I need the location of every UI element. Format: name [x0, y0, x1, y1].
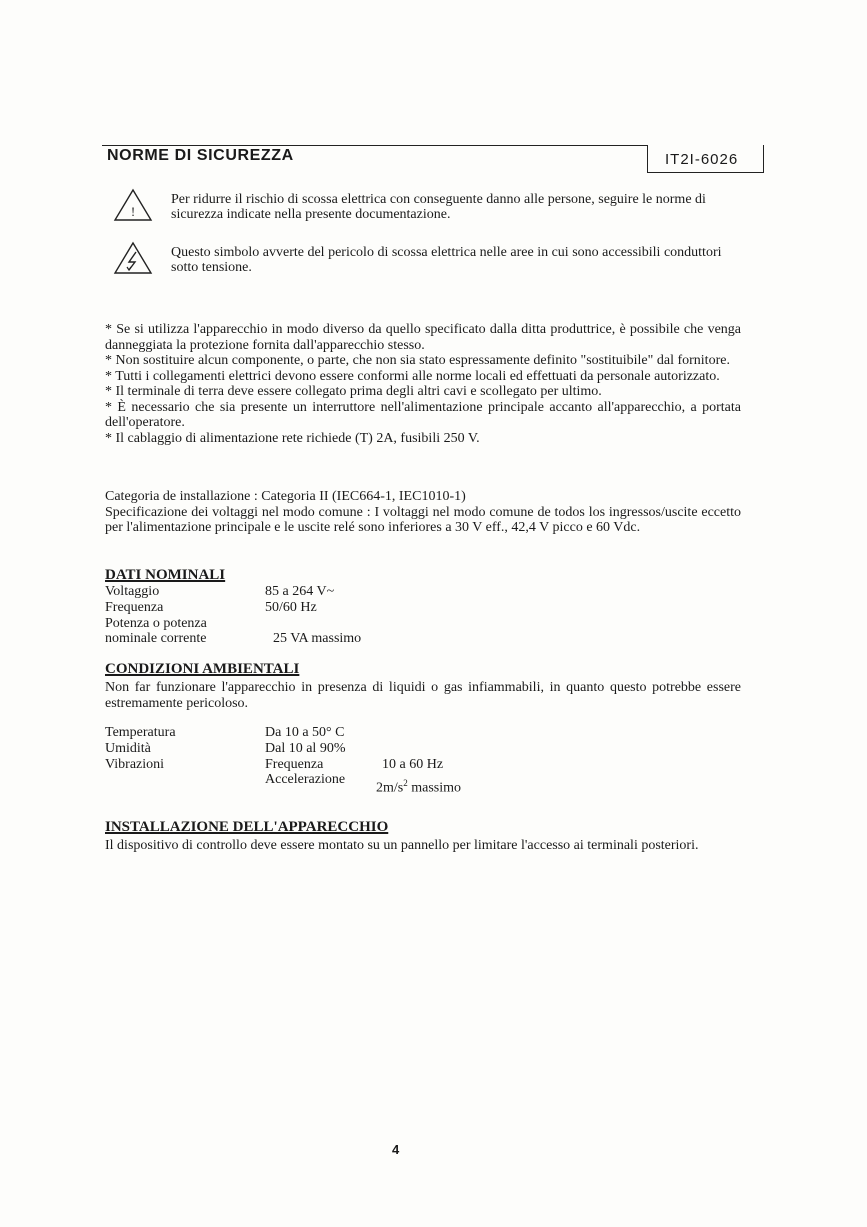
rating-value: 50/60 Hz: [265, 600, 317, 615]
env-label: Umidità: [105, 741, 151, 756]
bullet-item: * È necessario che sia presente un interruttore nell'alimentazione principale accanto all'apparecchio, a portata dell'operatore.: [105, 399, 741, 430]
bullet-item: * Il terminale di terra deve essere collegato prima degli altri cavi e scollegato per ultimo.: [105, 384, 602, 399]
installation-category: [105, 489, 741, 536]
dati-nominali-heading: DATI NOMINALI: [105, 567, 226, 583]
condizioni-ambientali-heading: CONDIZIONI AMBIENTALI: [105, 661, 300, 677]
rating-label: nominale corrente: [105, 631, 207, 646]
common-mode-spec: Specificazione dei voltaggi nel modo comune : I voltaggi nel modo comune de todos los ingressos/uscite eccetto per l'alimentazione principale e le uscite relé sono inferiores a 30 V eff., 42,4 V picco e 60 Vdc.: [105, 504, 741, 535]
warning-triangle-icon: [113, 188, 153, 222]
installation-text: Il dispositivo di controllo deve essere montato su un pannello per limitare l'accesso ai terminali posteriori.: [105, 838, 699, 853]
env-value: 10 a 60 Hz: [382, 757, 444, 772]
rating-label: Voltaggio: [105, 584, 160, 599]
env-value: Frequenza: [265, 757, 324, 772]
document-code: IT2I-6026: [665, 151, 739, 168]
bullet-item: * Se si utilizza l'apparecchio in modo diverso da quello specificato dalla ditta produttrice, è possibile che venga danneggiata la protezione fornita dall'apparecchio stesso.: [105, 322, 741, 353]
category-line: Categoria de installazione : Categoria II (IEC664-1, IEC1010-1): [105, 489, 466, 504]
symbol-2-text: Questo simbolo avverte del pericolo di scossa elettrica nelle aree in cui sono accessibili conduttori sotto tensione.: [171, 245, 722, 275]
electric-shock-triangle-icon: [113, 241, 153, 275]
symbol-1-text: Per ridurre il rischio di scossa elettrica con conseguente danno alle persone, seguire le norme di sicurezza indicate nella presente documentazione.: [171, 192, 706, 222]
installazione-heading: INSTALLAZIONE DELL'APPARECCHIO: [105, 819, 389, 835]
env-value: Da 10 a 50° C: [265, 725, 345, 740]
rating-label: Potenza o potenza: [105, 616, 207, 631]
header-rule: [102, 145, 648, 146]
acceleration-unit: 2m/s: [376, 780, 404, 796]
bullet-item: * Non sostituire alcun componente, o parte, che non sia stato espressamente definito "sostituibile" dal fornitore.: [105, 353, 730, 368]
env-label: Vibrazioni: [105, 757, 165, 772]
acceleration-exponent: 2: [403, 778, 408, 788]
safety-bullets: [105, 322, 741, 446]
env-value: Dal 10 al 90%: [265, 741, 346, 756]
environment-warning: Non far funzionare l'apparecchio in presenza di liquidi o gas infiammabili, in quanto questo potrebbe essere estremamente pericoloso.: [105, 680, 741, 711]
acceleration-suffix: massimo: [407, 780, 462, 796]
acceleration-value: [376, 776, 461, 796]
svg-text:!: !: [130, 204, 136, 219]
env-label: Temperatura: [105, 725, 176, 740]
rating-label: Frequenza: [105, 600, 164, 615]
page-title: NORME DI SICUREZZA: [107, 147, 294, 164]
bullet-item: * Il cablaggio di alimentazione rete richiede (T) 2A, fusibili 250 V.: [105, 430, 480, 446]
rating-value: 85 a 264 V~: [265, 584, 335, 599]
rating-value: 25 VA massimo: [273, 631, 362, 646]
page-number: 4: [392, 1142, 400, 1157]
bullet-item: * Tutti i collegamenti elettrici devono essere conformi alle norme locali ed effettuati da personale autorizzato.: [105, 368, 720, 384]
env-value: Accelerazione: [265, 772, 346, 787]
